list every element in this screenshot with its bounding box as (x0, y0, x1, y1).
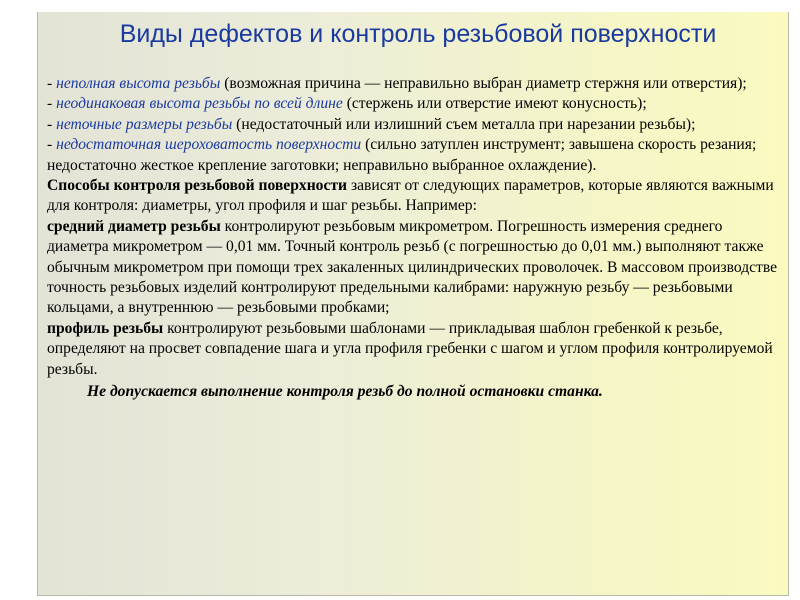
defect-dash: - (47, 75, 57, 92)
defect-item (47, 135, 785, 176)
defect-desc: (недостаточный или излишний съем металла при нарезании резьбы); (232, 115, 696, 133)
diameter-paragraph (47, 217, 785, 319)
defect-dash: - (47, 115, 57, 133)
defect-name: неодинаковая высота резьбы по всей длине (56, 95, 343, 113)
profile-text: контролируют резьбовыми шаблонами — прикладывая шаблон гребенкой к резьбе, определяют на просвет совпадение шага и угла профиля гребенки с шагом и углом профиля контролируемой резьбы. (47, 319, 773, 378)
defect-item (47, 74, 785, 94)
methods-text: зависят от следующих параметров, которые являются важными для контроля: диаметры, угол профиля и шаг резьбы. Например: (47, 177, 774, 215)
defect-item (47, 115, 785, 135)
defect-dash: - (47, 136, 57, 154)
methods-lead: Способы контроля резьбовой поверхности (47, 177, 348, 195)
methods-paragraph (47, 176, 785, 217)
profile-paragraph (47, 319, 785, 380)
defect-name: неполная высота резьбы (56, 75, 221, 92)
closing-note: Не допускается выполнение контроля резьб до полной остановки станка. (87, 383, 603, 401)
slide-body (47, 74, 785, 403)
defect-item (47, 94, 785, 114)
slide-title: Виды дефектов и контроль резьбовой поверхности (119, 20, 717, 48)
defect-dash: - (47, 95, 57, 113)
defect-desc: (возможная причина — неправильно выбран диаметр стержня или отверстия); (220, 75, 747, 92)
defect-desc: (сильно затуплен инструмент; завышена скорость резания; недостаточно жесткое крепление заготовки; неправильно выбранное охлаждение). (47, 136, 757, 174)
profile-lead: профиль резьбы (47, 319, 164, 337)
diameter-lead: средний диаметр резьбы (47, 217, 221, 235)
defect-name: неточные размеры резьбы (56, 115, 233, 133)
defect-desc: (стержень или отверстие имеют конусность); (342, 95, 647, 113)
defect-name: недостаточная шероховатость поверхности (56, 136, 362, 154)
diameter-text: контролируют резьбовым микрометром. Погрешность измерения среднего диаметра микрометром — 0,01 мм. Точный контроль резьб (с погрешностью до 0,01 мм.) выполняют также обычным микрометром при помощи трех закаленных цилиндрических проволочек. В массовом производстве точность резьбовых изделий контролируют предельными калибрами: наружную резьбу — резьбовыми кольцами, а внутреннюю — резьбовыми пробками; (47, 217, 778, 317)
